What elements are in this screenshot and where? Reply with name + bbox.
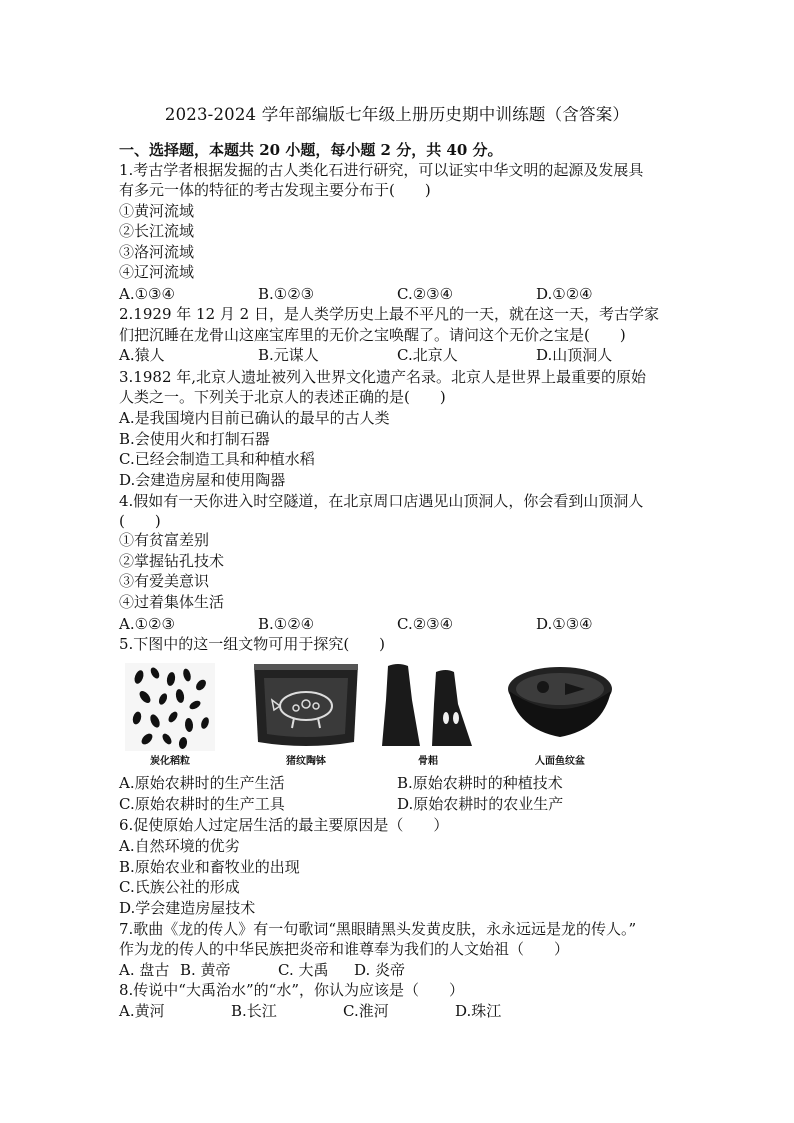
carbonized-rice-grains-image xyxy=(125,663,215,751)
q5-option-c: C.原始农耕时的生产工具 xyxy=(119,795,285,813)
q1-option-a: A.①③④ xyxy=(119,285,175,303)
q4-option-a: A.①②③ xyxy=(119,615,175,633)
q4-option-d: D.①③④ xyxy=(536,615,593,633)
q1-item: ④辽河流域 xyxy=(119,263,195,281)
q7-option-b: B. 黄帝 xyxy=(180,961,231,979)
q2-option-a: A.猿人 xyxy=(119,346,165,364)
q7-option-a: A. 盘古 xyxy=(119,961,170,979)
q6-option-b: B.原始农业和畜牧业的出现 xyxy=(119,858,300,876)
q2-stem-line2: 们把沉睡在龙骨山这座宝库里的无价之宝唤醒了。请问这个无价之宝是( ) xyxy=(119,326,626,344)
q4-stem-line2: ( ) xyxy=(119,512,161,530)
q6-option-a: A.自然环境的优劣 xyxy=(119,837,240,855)
q1-item: ③洛河流域 xyxy=(119,243,195,261)
q3-stem-line1: 3.1982 年,北京人遗址被列入世界文化遗产名录。北京人是世界上最重要的原始 xyxy=(119,368,647,386)
bone-spade-image xyxy=(378,660,478,752)
q8-stem-line1: 8.传说中“大禹治水”的“水”，你认为应该是（ ） xyxy=(119,981,464,999)
q5-option-b: B.原始农耕时的种植技术 xyxy=(397,774,563,792)
human-face-fish-pattern-basin-image xyxy=(505,663,615,743)
q4-item: ②掌握钻孔技术 xyxy=(119,552,225,570)
q2-option-c: C.北京人 xyxy=(397,346,458,364)
q7-stem-line2: 作为龙的传人的中华民族把炎帝和谁尊奉为我们的人文始祖（ ） xyxy=(119,940,570,958)
pig-pattern-pottery-bowl-image xyxy=(250,660,362,750)
q4-item: ③有爱美意识 xyxy=(119,572,210,590)
section-header: 一、选择题，本题共 20 小题，每小题 2 分，共 40 分。 xyxy=(119,141,503,159)
q8-option-c: C.淮河 xyxy=(343,1002,389,1020)
q8-option-d: D.珠江 xyxy=(455,1002,502,1020)
q6-option-c: C.氏族公社的形成 xyxy=(119,878,240,896)
q6-stem-line1: 6.促使原始人过定居生活的最主要原因是（ ） xyxy=(119,816,449,834)
q8-option-a: A.黄河 xyxy=(119,1002,165,1020)
q7-option-d: D. 炎帝 xyxy=(354,961,406,979)
q1-item: ①黄河流域 xyxy=(119,202,195,220)
caption-bone-spade: 骨耜 xyxy=(418,756,438,767)
q4-item: ①有贫富差别 xyxy=(119,531,210,549)
page-title: 2023-2024 学年部编版七年级上册历史期中训练题（含答案） xyxy=(164,105,630,124)
q3-option-d: D.会建造房屋和使用陶器 xyxy=(119,471,286,489)
q4-option-c: C.②③④ xyxy=(397,615,454,633)
q3-option-b: B.会使用火和打制石器 xyxy=(119,430,270,448)
q1-stem-line1: 1.考古学者根据发掘的古人类化石进行研究，可以证实中华文明的起源及发展具 xyxy=(119,161,644,179)
q1-option-b: B.①②③ xyxy=(258,285,315,303)
q1-item: ②长江流域 xyxy=(119,222,195,240)
q6-option-d: D.学会建造房屋技术 xyxy=(119,899,256,917)
q4-option-b: B.①②④ xyxy=(258,615,315,633)
q3-option-c: C.已经会制造工具和种植水稻 xyxy=(119,450,315,468)
q1-stem-line2: 有多元一体的特征的考古发现主要分布于( ) xyxy=(119,181,431,199)
q4-stem-line1: 4.假如有一天你进入时空隧道，在北京周口店遇见山顶洞人，你会看到山顶洞人 xyxy=(119,492,644,510)
q2-option-d: D.山顶洞人 xyxy=(536,346,613,364)
q3-stem-line2: 人类之一。下列关于北京人的表述正确的是( ) xyxy=(119,388,446,406)
q7-stem-line1: 7.歌曲《龙的传人》有一句歌词“黑眼睛黑头发黄皮肤，永永远远是龙的传人。” xyxy=(119,920,637,938)
q7-option-c: C. 大禹 xyxy=(278,961,329,979)
q3-option-a: A.是我国境内目前已确认的最早的古人类 xyxy=(119,409,390,427)
q1-option-d: D.①②④ xyxy=(536,285,593,303)
caption-pottery-bowl: 猪纹陶钵 xyxy=(286,756,326,767)
q2-stem-line1: 2.1929 年 12 月 2 日，是人类学历史上最不平凡的一天，就在这一天，考古学家 xyxy=(119,305,659,323)
caption-rice-grains: 炭化稻粒 xyxy=(150,756,190,767)
caption-basin: 人面鱼纹盆 xyxy=(535,756,585,767)
q5-option-a: A.原始农耕时的生产生活 xyxy=(119,774,285,792)
q4-item: ④过着集体生活 xyxy=(119,593,225,611)
q2-option-b: B.元谋人 xyxy=(258,346,319,364)
q1-option-c: C.②③④ xyxy=(397,285,454,303)
q8-option-b: B.长江 xyxy=(231,1002,277,1020)
q5-stem-line1: 5.下图中的这一组文物可用于探究( ) xyxy=(119,635,386,653)
q5-option-d: D.原始农耕时的农业生产 xyxy=(397,795,564,813)
